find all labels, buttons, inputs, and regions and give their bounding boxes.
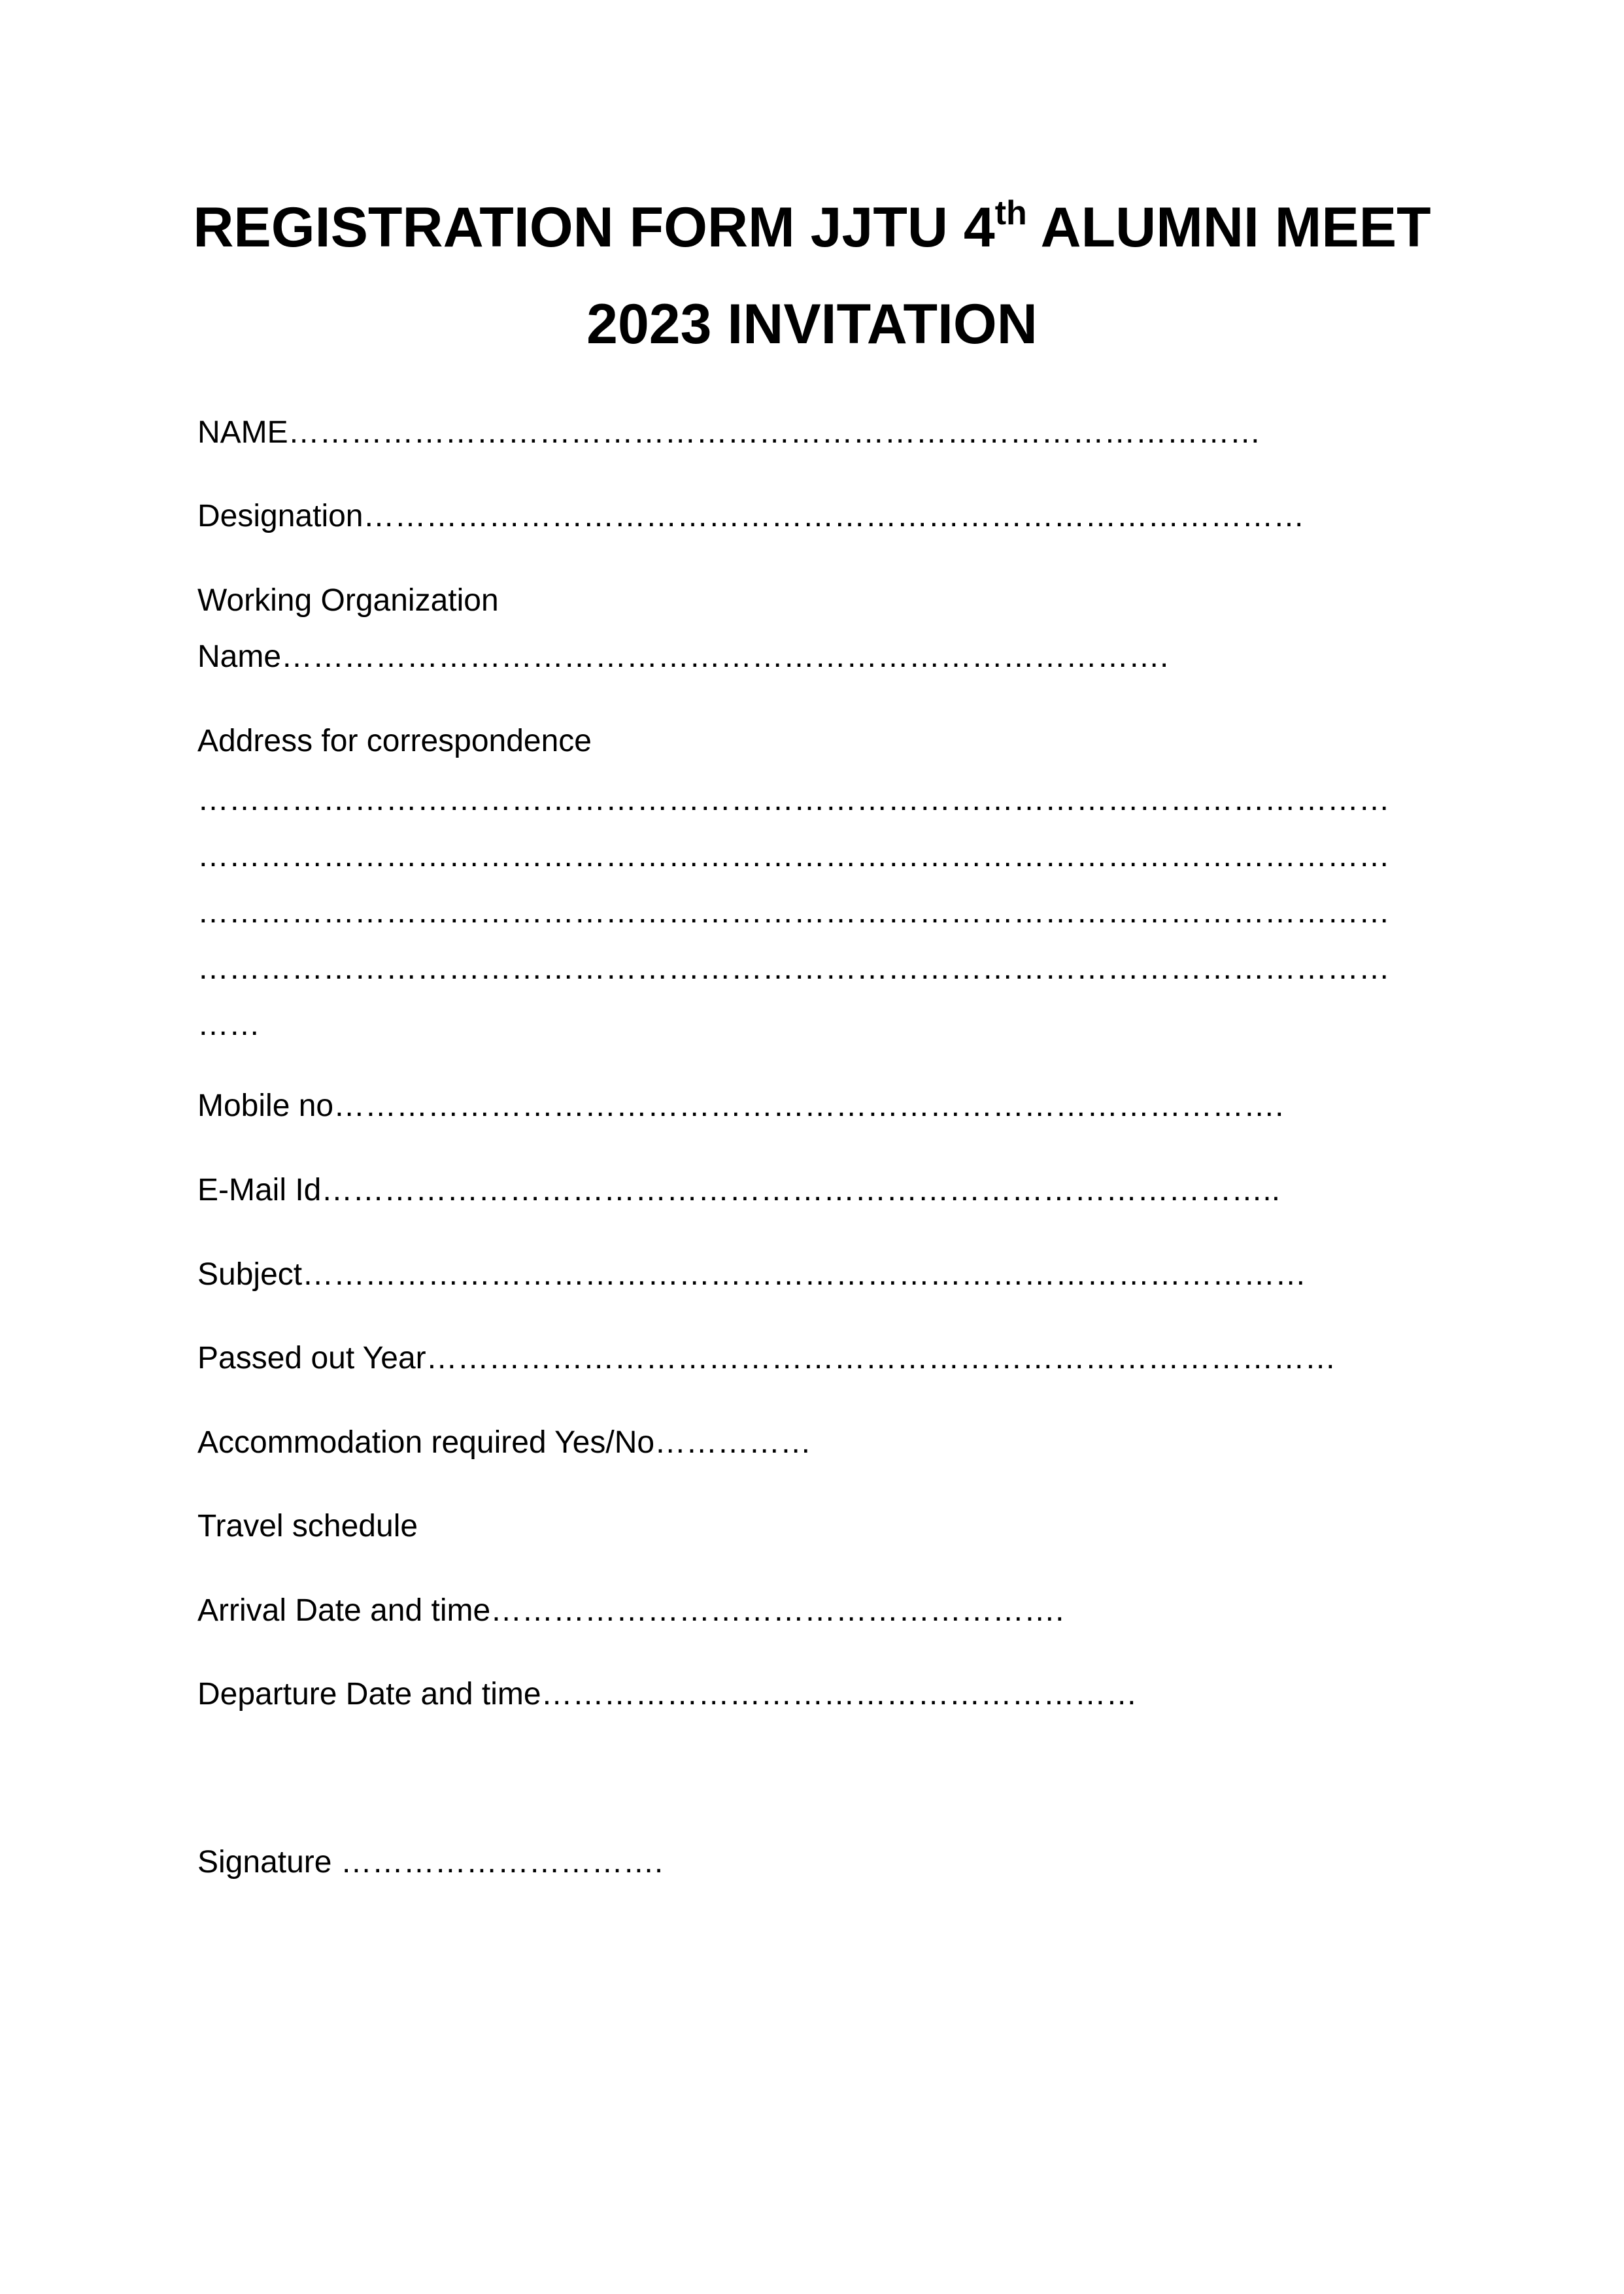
address-line-3[interactable]: …………………………………………………………………………………………………… [197,895,1390,930]
mobile-field[interactable]: Mobile no………………………………………………………………………………. [197,1088,1284,1123]
departure-field[interactable]: Departure Date and time………………………………………………… [197,1677,1138,1712]
address-line-2[interactable]: …………………………………………………………………………………………………… [197,839,1390,873]
travel-schedule-label: Travel schedule [197,1509,418,1543]
working-organization-label: Working Organization [197,583,499,618]
arrival-field[interactable]: Arrival Date and time………………………………………………. [197,1593,1064,1628]
form-title-line-1 [131,194,1493,259]
name-field[interactable]: NAME………………………………………………………………………………… [197,415,1261,450]
accommodation-field[interactable]: Accommodation required Yes/No…………… [197,1425,812,1460]
subject-field[interactable]: Subject…………………………………………………………………………………… [197,1257,1307,1292]
title-text-part-1: REGISTRATION FORM JJTU 4 [193,196,995,259]
signature-field[interactable]: Signature …………………………. [197,1845,664,1880]
working-organization-name-field[interactable]: Name…………………………………………………………………………. [197,639,1169,674]
title-text-part-2: ALUMNI MEET [1026,196,1431,259]
address-line-5[interactable]: …… [197,1007,260,1042]
address-line-1[interactable]: …………………………………………………………………………………………………… [197,783,1390,817]
email-field[interactable]: E-Mail Id……………………………………………………………………………….. [197,1173,1281,1207]
address-line-4[interactable]: …………………………………………………………………………………………………… [197,951,1390,986]
passed-out-year-field[interactable]: Passed out Year…………………………………………………………………………… [197,1341,1336,1375]
address-label: Address for correspondence [197,724,592,758]
title-superscript: th [994,194,1027,232]
designation-field[interactable]: Designation……………………………………………………………………………… [197,499,1305,533]
form-title-line-2: 2023 INVITATION [586,293,1038,356]
